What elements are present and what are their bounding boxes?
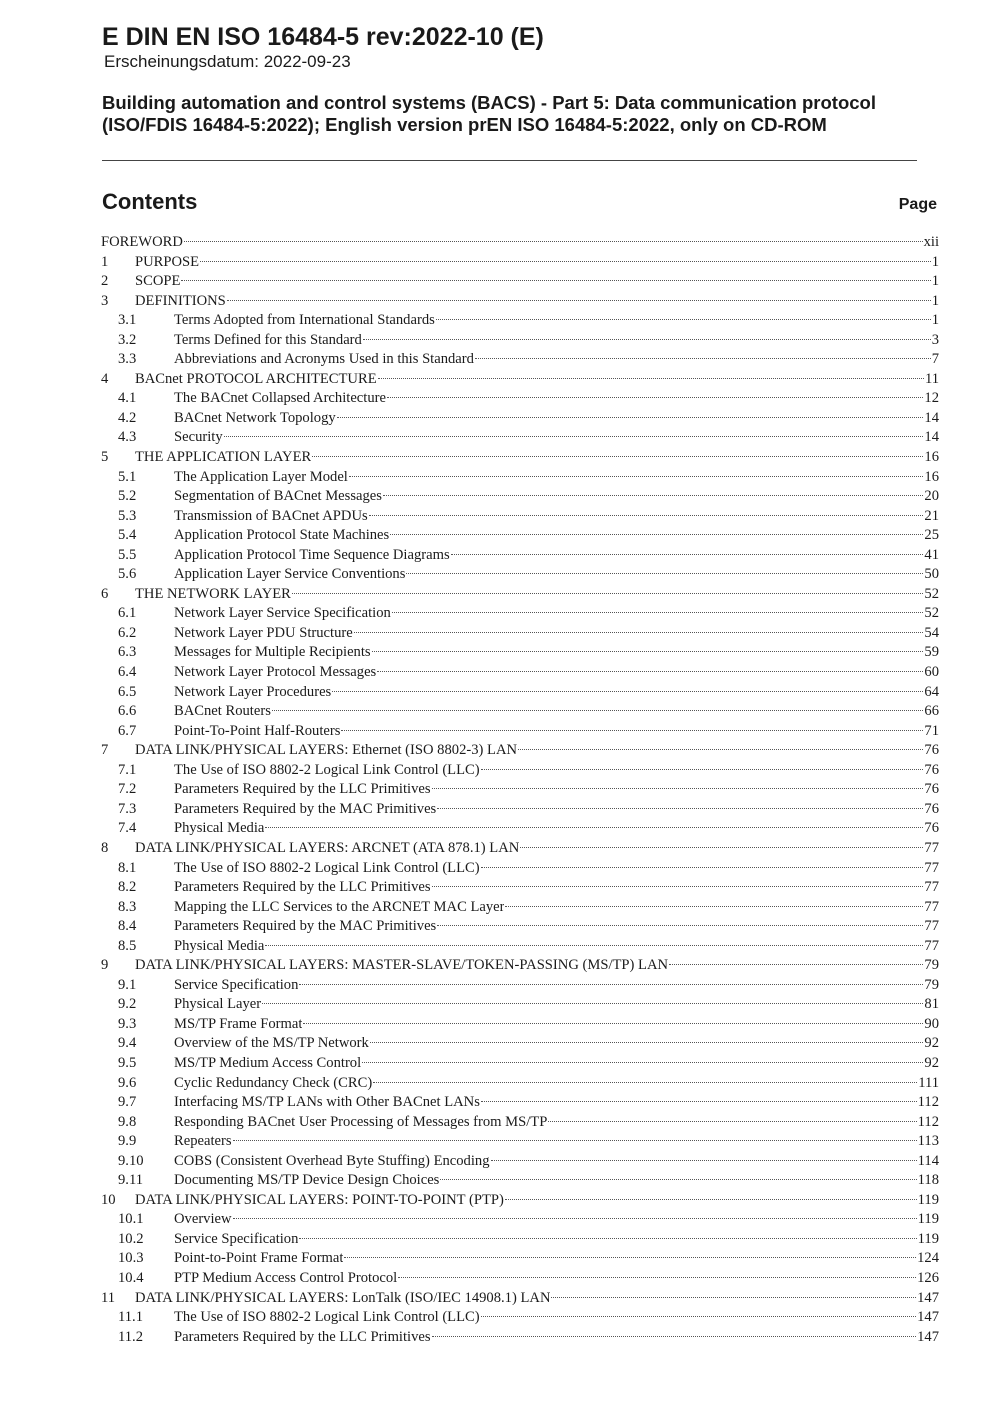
- toc-entry-number: 8.3: [118, 898, 137, 915]
- toc-entry[interactable]: [101, 604, 939, 624]
- toc-entry-number: 3.2: [118, 331, 137, 348]
- dot-leader: [437, 925, 923, 926]
- toc-entry-number: 7.3: [118, 800, 137, 817]
- toc-entry-page: 112: [917, 1113, 939, 1130]
- toc-entry-page: 90: [924, 1015, 939, 1032]
- toc-entry-page: 66: [924, 703, 939, 720]
- toc-entry-title: BACnet Routers: [174, 703, 271, 720]
- toc-entry-title: Messages for Multiple Recipients: [174, 644, 371, 661]
- toc-entry[interactable]: [101, 1328, 939, 1348]
- toc-entry[interactable]: [101, 1210, 939, 1230]
- toc-entry-number: 5.5: [118, 546, 137, 563]
- toc-entry-number: 6.2: [118, 624, 137, 641]
- toc-entry[interactable]: [101, 956, 939, 976]
- toc-entry-page: 52: [924, 605, 939, 622]
- toc-entry-page: 1: [931, 253, 939, 270]
- toc-entry-page: 12: [924, 390, 939, 407]
- toc-entry-number: 10.4: [118, 1269, 144, 1286]
- toc-entry-page: 113: [917, 1133, 939, 1150]
- toc-entry-title: Network Layer Protocol Messages: [174, 664, 377, 681]
- toc-entry-number: 7.1: [118, 761, 137, 778]
- dot-leader: [481, 769, 924, 770]
- dot-leader: [362, 1062, 923, 1063]
- dot-leader: [233, 1140, 917, 1141]
- toc-entry-page: 60: [924, 664, 939, 681]
- toc-entry-title: DATA LINK/PHYSICAL LAYERS: ARCNET (ATA 878.1) LAN: [135, 839, 520, 856]
- toc-entry-title: Application Protocol Time Sequence Diagrams: [174, 546, 450, 563]
- toc-entry-title: Physical Media: [174, 820, 265, 837]
- toc-entry-title: The Application Layer Model: [174, 468, 348, 485]
- toc-entry-number: 2: [101, 273, 109, 290]
- toc-entry-number: 7.4: [118, 820, 137, 837]
- toc-entry-page: 76: [924, 800, 939, 817]
- toc-entry[interactable]: [101, 839, 939, 859]
- toc-entry[interactable]: [101, 800, 939, 820]
- dot-leader: [312, 456, 923, 457]
- dot-leader: [390, 534, 923, 535]
- toc-entry-number: 9.6: [118, 1074, 137, 1091]
- toc-entry-page: 71: [924, 722, 939, 739]
- toc-entry-page: 76: [924, 781, 939, 798]
- toc-entry-title: Overview of the MS/TP Network: [174, 1035, 369, 1052]
- dot-leader: [227, 300, 931, 301]
- toc-entry-number: 9.3: [118, 1015, 137, 1032]
- toc-entry-title: Segmentation of BACnet Messages: [174, 488, 382, 505]
- dot-leader: [265, 945, 923, 946]
- dot-leader: [337, 417, 924, 418]
- toc-entry[interactable]: [101, 1191, 939, 1211]
- dot-leader: [383, 495, 923, 496]
- toc-entry-title: THE NETWORK LAYER: [135, 585, 291, 602]
- toc-entry-title: COBS (Consistent Overhead Byte Stuffing) Encoding: [174, 1152, 490, 1169]
- dot-leader: [303, 1023, 923, 1024]
- toc-entry[interactable]: [101, 663, 939, 683]
- toc-entry[interactable]: [101, 468, 939, 488]
- document-code: E DIN EN ISO 16484-5 rev:2022-10 (E): [102, 23, 544, 51]
- toc-entry[interactable]: [101, 1171, 939, 1191]
- toc-entry[interactable]: [101, 448, 939, 468]
- toc-entry-number: 11.2: [118, 1328, 143, 1345]
- toc-entry[interactable]: [101, 995, 939, 1015]
- dot-leader: [437, 808, 923, 809]
- toc-entry-page: 147: [917, 1289, 939, 1306]
- toc-entry[interactable]: [101, 272, 939, 292]
- toc-entry-page: 76: [924, 820, 939, 837]
- toc-entry[interactable]: [101, 702, 939, 722]
- toc-entry[interactable]: [101, 253, 939, 273]
- toc-entry-number: 9.8: [118, 1113, 137, 1130]
- toc-entry-number: 6.3: [118, 644, 137, 661]
- toc-entry[interactable]: [101, 761, 939, 781]
- dot-leader: [262, 1003, 923, 1004]
- toc-entry[interactable]: [101, 624, 939, 644]
- toc-entry[interactable]: [101, 350, 939, 370]
- dot-leader: [398, 1277, 916, 1278]
- toc-entry-page: 147: [917, 1309, 939, 1326]
- toc-entry-title: DATA LINK/PHYSICAL LAYERS: LonTalk (ISO/IEC 14908.1) LAN: [135, 1289, 551, 1306]
- toc-entry-number: 6: [101, 585, 109, 602]
- toc-entry-number: 6.6: [118, 703, 137, 720]
- publication-date: Erscheinungsdatum: 2022-09-23: [104, 52, 351, 71]
- toc-entry-title: DEFINITIONS: [135, 292, 226, 309]
- dot-leader: [299, 984, 923, 985]
- toc-entry-number: 11.1: [118, 1309, 143, 1326]
- toc-entry-page: xii: [923, 234, 939, 250]
- toc-entry-title: Transmission of BACnet APDUs: [174, 507, 368, 524]
- toc-entry-page: 79: [924, 976, 939, 993]
- toc-entry[interactable]: [101, 683, 939, 703]
- table-of-contents: [101, 233, 939, 1347]
- toc-entry-title: BACnet Network Topology: [174, 409, 336, 426]
- dot-leader: [363, 339, 931, 340]
- toc-entry-number: 9.1: [118, 976, 137, 993]
- dot-leader: [378, 378, 924, 379]
- toc-entry-title: Point-To-Point Half-Routers: [174, 722, 341, 739]
- toc-entry-number: 9.5: [118, 1054, 137, 1071]
- toc-entry-title: FOREWORD: [101, 234, 183, 250]
- toc-entry[interactable]: [101, 722, 939, 742]
- toc-entry-title: Interfacing MS/TP LANs with Other BACnet LANs: [174, 1094, 480, 1111]
- toc-entry-page: 126: [917, 1269, 939, 1286]
- toc-entry-page: 118: [917, 1172, 939, 1189]
- toc-entry[interactable]: [101, 1230, 939, 1250]
- toc-entry[interactable]: [101, 1152, 939, 1172]
- toc-entry[interactable]: [101, 937, 939, 957]
- toc-entry-title: Service Specification: [174, 976, 299, 993]
- toc-entry-title: Parameters Required by the MAC Primitives: [174, 918, 437, 935]
- toc-entry[interactable]: [101, 859, 939, 879]
- toc-entry[interactable]: [101, 1074, 939, 1094]
- toc-entry-title: Terms Defined for this Standard: [174, 331, 362, 348]
- toc-entry-page: 77: [924, 879, 939, 896]
- toc-entry-number: 6.7: [118, 722, 137, 739]
- dot-leader: [184, 241, 923, 242]
- toc-entry-title: The Use of ISO 8802-2 Logical Link Control (LLC): [174, 1309, 480, 1326]
- toc-entry[interactable]: [101, 428, 939, 448]
- toc-entry[interactable]: [101, 1249, 939, 1269]
- dot-leader: [341, 730, 923, 731]
- toc-entry-title: Point-to-Point Frame Format: [174, 1250, 344, 1267]
- toc-entry-title: MS/TP Frame Format: [174, 1015, 303, 1032]
- toc-entry-page: 1: [931, 312, 939, 329]
- toc-entry-number: 7.2: [118, 781, 137, 798]
- toc-entry-page: 54: [924, 624, 939, 641]
- dot-leader: [387, 397, 923, 398]
- toc-entry-page: 111: [918, 1074, 939, 1091]
- dot-leader: [520, 847, 923, 848]
- toc-entry-number: 6.1: [118, 605, 137, 622]
- document-title: Building automation and control systems (BACS) - Part 5: Data communication protocol (ISO/FDIS 16484-5:2022); English version prEN ISO 16484-5:2022, only on CD-ROM: [102, 92, 876, 135]
- dot-leader: [370, 1042, 924, 1043]
- toc-entry[interactable]: [101, 507, 939, 527]
- toc-entry-number: 7: [101, 742, 109, 759]
- toc-entry[interactable]: [101, 292, 939, 312]
- dot-leader: [451, 554, 924, 555]
- toc-entry[interactable]: [101, 389, 939, 409]
- toc-entry-title: Security: [174, 429, 223, 446]
- dot-leader: [272, 710, 924, 711]
- toc-entry-title: Network Layer PDU Structure: [174, 624, 353, 641]
- toc-entry-page: 112: [917, 1094, 939, 1111]
- toc-entry[interactable]: [101, 526, 939, 546]
- toc-entry-page: 77: [924, 918, 939, 935]
- toc-entry[interactable]: [101, 1308, 939, 1328]
- toc-entry-title: Parameters Required by the LLC Primitives: [174, 1328, 431, 1345]
- toc-entry[interactable]: [101, 370, 939, 390]
- toc-entry[interactable]: [101, 976, 939, 996]
- toc-entry[interactable]: [101, 1093, 939, 1113]
- page-column-label: Page: [898, 196, 937, 213]
- dot-leader: [551, 1297, 916, 1298]
- toc-entry-page: 41: [924, 546, 939, 563]
- toc-entry-page: 16: [924, 449, 939, 466]
- toc-entry-page: 92: [924, 1054, 939, 1071]
- toc-entry-title: DATA LINK/PHYSICAL LAYERS: Ethernet (ISO 8802-3) LAN: [135, 742, 518, 759]
- toc-entry-page: 52: [924, 585, 939, 602]
- toc-entry[interactable]: [101, 741, 939, 761]
- toc-entry-title: Abbreviations and Acronyms Used in this Standard: [174, 351, 474, 368]
- toc-entry-page: 21: [924, 507, 939, 524]
- dot-leader: [481, 1316, 917, 1317]
- dot-leader: [406, 573, 923, 574]
- toc-entry-page: 119: [917, 1230, 939, 1247]
- toc-entry-title: SCOPE: [135, 273, 181, 290]
- dot-leader: [505, 906, 923, 907]
- toc-entry-number: 3: [101, 292, 109, 309]
- toc-entry-number: 5.1: [118, 468, 137, 485]
- toc-entry-number: 6.5: [118, 683, 137, 700]
- toc-entry-title: Physical Media: [174, 937, 265, 954]
- dot-leader: [432, 788, 924, 789]
- dot-leader: [669, 964, 923, 965]
- dot-leader: [373, 1082, 917, 1083]
- dot-leader: [475, 358, 931, 359]
- toc-entry[interactable]: [101, 1113, 939, 1133]
- toc-entry-title: The Use of ISO 8802-2 Logical Link Control (LLC): [174, 859, 480, 876]
- toc-entry-page: 14: [924, 429, 939, 446]
- toc-entry-page: 77: [924, 839, 939, 856]
- toc-entry-title: Documenting MS/TP Device Design Choices: [174, 1172, 440, 1189]
- toc-entry-number: 5.2: [118, 488, 137, 505]
- toc-entry-page: 20: [924, 488, 939, 505]
- toc-entry-page: 16: [924, 468, 939, 485]
- toc-entry[interactable]: [101, 1054, 939, 1074]
- toc-entry-page: 77: [924, 937, 939, 954]
- toc-entry-number: 5: [101, 449, 109, 466]
- toc-entry-title: BACnet PROTOCOL ARCHITECTURE: [135, 370, 377, 387]
- toc-entry-title: MS/TP Medium Access Control: [174, 1054, 362, 1071]
- dot-leader: [440, 1179, 916, 1180]
- toc-entry-number: 9.11: [118, 1172, 143, 1189]
- toc-entry-title: PURPOSE: [135, 253, 200, 270]
- toc-entry[interactable]: [101, 917, 939, 937]
- toc-entry-page: 77: [924, 859, 939, 876]
- toc-entry-page: 79: [924, 957, 939, 974]
- toc-entry[interactable]: [101, 819, 939, 839]
- toc-entry-title: Physical Layer: [174, 996, 262, 1013]
- toc-entry-title: THE APPLICATION LAYER: [135, 449, 312, 466]
- toc-entry-page: 59: [924, 644, 939, 661]
- toc-entry-title: Parameters Required by the MAC Primitives: [174, 800, 437, 817]
- toc-entry-page: 92: [924, 1035, 939, 1052]
- dot-leader: [354, 632, 924, 633]
- toc-entry-number: 9.7: [118, 1094, 137, 1111]
- toc-entry[interactable]: [101, 565, 939, 585]
- toc-entry-title: Cyclic Redundancy Check (CRC): [174, 1074, 373, 1091]
- toc-entry-number: 5.6: [118, 566, 137, 583]
- toc-entry-number: 8.5: [118, 937, 137, 954]
- toc-entry-title: Network Layer Service Specification: [174, 605, 391, 622]
- toc-entry-number: 11: [101, 1289, 116, 1306]
- dot-leader: [265, 827, 923, 828]
- dot-leader: [233, 1218, 917, 1219]
- toc-entry-title: Mapping the LLC Services to the ARCNET MAC Layer: [174, 898, 505, 915]
- toc-entry-page: 25: [924, 527, 939, 544]
- toc-entry-page: 77: [924, 898, 939, 915]
- toc-entry-page: 1: [931, 273, 939, 290]
- toc-entry-page: 14: [924, 409, 939, 426]
- toc-entry-number: 5.3: [118, 507, 137, 524]
- toc-entry-number: 5.4: [118, 527, 137, 544]
- toc-entry-page: 114: [917, 1152, 939, 1169]
- dot-leader: [344, 1257, 916, 1258]
- toc-entry[interactable]: [101, 487, 939, 507]
- dot-leader: [548, 1121, 916, 1122]
- dot-leader: [369, 515, 924, 516]
- toc-entry-page: 3: [931, 331, 939, 348]
- toc-entry-number: 9: [101, 957, 109, 974]
- toc-entry-title: The BACnet Collapsed Architecture: [174, 390, 386, 407]
- dot-leader: [292, 593, 923, 594]
- toc-entry-number: 9.4: [118, 1035, 137, 1052]
- toc-entry-number: 10.2: [118, 1230, 144, 1247]
- contents-heading: Contents: [102, 189, 198, 214]
- toc-entry-number: 4.2: [118, 409, 137, 426]
- dot-leader: [224, 436, 924, 437]
- toc-entry-title: Service Specification: [174, 1230, 299, 1247]
- toc-entry-title: Application Layer Service Conventions: [174, 566, 406, 583]
- dot-leader: [518, 749, 923, 750]
- toc-entry-number: 4: [101, 370, 109, 387]
- toc-entry[interactable]: [101, 331, 939, 351]
- dot-leader: [200, 261, 931, 262]
- toc-entry-title: Parameters Required by the LLC Primitives: [174, 781, 431, 798]
- toc-entry-number: 9.2: [118, 996, 137, 1013]
- toc-entry-number: 8.4: [118, 918, 137, 935]
- toc-entry-title: Network Layer Procedures: [174, 683, 332, 700]
- dot-leader: [432, 1336, 917, 1337]
- dot-leader: [349, 476, 924, 477]
- toc-entry-page: 119: [917, 1191, 939, 1208]
- toc-entry-number: 8: [101, 839, 109, 856]
- dot-leader: [377, 671, 923, 672]
- toc-entry[interactable]: [101, 1015, 939, 1035]
- toc-entry-number: 3.3: [118, 351, 137, 368]
- toc-entry-page: 124: [917, 1250, 939, 1267]
- toc-entry-title: The Use of ISO 8802-2 Logical Link Control (LLC): [174, 761, 480, 778]
- toc-entry[interactable]: [101, 1034, 939, 1054]
- toc-entry-number: 8.1: [118, 859, 137, 876]
- title-divider: [102, 160, 917, 161]
- toc-entry-title: DATA LINK/PHYSICAL LAYERS: MASTER-SLAVE/TOKEN-PASSING (MS/TP) LAN: [135, 957, 669, 974]
- toc-entry[interactable]: [101, 1132, 939, 1152]
- toc-entry[interactable]: [101, 878, 939, 898]
- toc-entry-page: 76: [924, 742, 939, 759]
- toc-entry-title: DATA LINK/PHYSICAL LAYERS: POINT-TO-POINT (PTP): [135, 1191, 504, 1208]
- toc-entry[interactable]: [101, 233, 939, 253]
- toc-entry-number: 4.1: [118, 390, 137, 407]
- toc-entry-number: 9.10: [118, 1152, 144, 1169]
- toc-entry-page: 81: [924, 996, 939, 1013]
- toc-entry-page: 11: [924, 370, 939, 387]
- dot-leader: [299, 1238, 916, 1239]
- toc-entry-page: 7: [931, 351, 939, 368]
- dot-leader: [372, 651, 924, 652]
- toc-entry[interactable]: [101, 1269, 939, 1289]
- dot-leader: [481, 867, 924, 868]
- toc-entry-number: 4.3: [118, 429, 137, 446]
- toc-entry[interactable]: [101, 643, 939, 663]
- toc-entry-number: 6.4: [118, 664, 137, 681]
- toc-entry[interactable]: [101, 780, 939, 800]
- dot-leader: [505, 1199, 917, 1200]
- toc-entry-page: 147: [917, 1328, 939, 1345]
- toc-entry-title: Repeaters: [174, 1133, 232, 1150]
- toc-entry-title: PTP Medium Access Control Protocol: [174, 1269, 398, 1286]
- toc-entry[interactable]: [101, 1289, 939, 1309]
- toc-entry[interactable]: [101, 898, 939, 918]
- toc-entry-page: 1: [931, 292, 939, 309]
- toc-entry-number: 8.2: [118, 879, 137, 896]
- toc-entry-number: 10: [101, 1191, 116, 1208]
- toc-entry-page: 50: [924, 566, 939, 583]
- dot-leader: [181, 280, 930, 281]
- dot-leader: [436, 319, 931, 320]
- dot-leader: [432, 886, 924, 887]
- toc-entry[interactable]: [101, 546, 939, 566]
- toc-entry-title: Application Protocol State Machines: [174, 527, 390, 544]
- toc-entry-number: 1: [101, 253, 109, 270]
- dot-leader: [332, 691, 923, 692]
- toc-entry-title: Overview: [174, 1211, 232, 1228]
- dot-leader: [392, 612, 924, 613]
- toc-entry-number: 9.9: [118, 1133, 137, 1150]
- toc-entry-title: Responding BACnet User Processing of Messages from MS/TP: [174, 1113, 548, 1130]
- toc-entry-page: 119: [917, 1211, 939, 1228]
- toc-entry-page: 64: [924, 683, 939, 700]
- toc-entry[interactable]: [101, 311, 939, 331]
- toc-entry-number: 10.1: [118, 1211, 144, 1228]
- dot-leader: [481, 1101, 917, 1102]
- toc-entry-page: 76: [924, 761, 939, 778]
- toc-entry[interactable]: [101, 585, 939, 605]
- toc-entry-number: 10.3: [118, 1250, 144, 1267]
- dot-leader: [491, 1160, 917, 1161]
- toc-entry-number: 3.1: [118, 312, 137, 329]
- toc-entry[interactable]: [101, 409, 939, 429]
- toc-entry-title: Parameters Required by the LLC Primitives: [174, 879, 431, 896]
- toc-entry-title: Terms Adopted from International Standards: [174, 312, 435, 329]
